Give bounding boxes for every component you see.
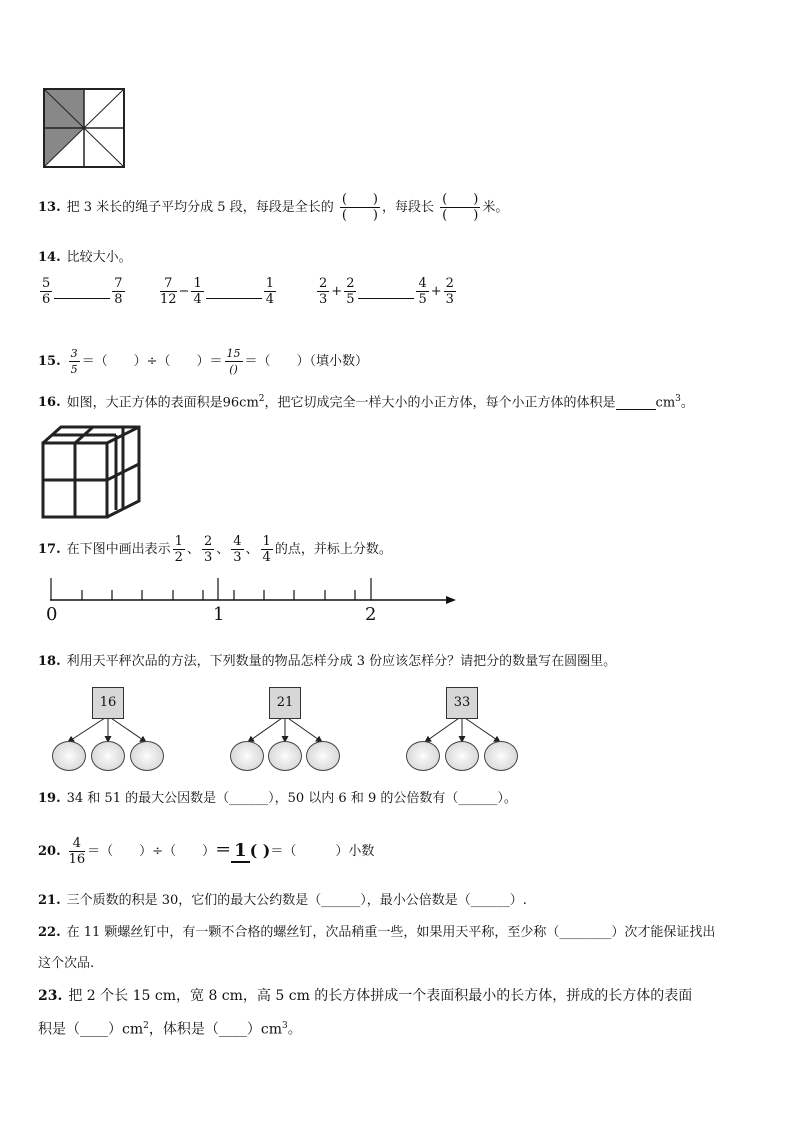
volume-blank[interactable]: ，体积是（____）cm [148, 1021, 282, 1038]
question-17: 17. 在下图中画出表示 $\frac{1}{2}$ 、 $\frac{2}{3}$ 、 $\frac{4}{3}$ 、 $\frac{1}{4}$ 的点，并标上分数。 [38, 534, 392, 565]
number-line-label-0: 0 [46, 604, 58, 625]
fraction-blank[interactable]: $\frac{( )}{( )}$ [442, 192, 479, 223]
decimal-blank[interactable]: ＝（ ）（填小数） [244, 354, 369, 369]
compare-expression-2: $\frac{7}{12}$ − $\frac{1}{4}$ $\frac{1}{4}$ [160, 276, 275, 307]
answer-circle[interactable] [230, 741, 264, 771]
shaded-square-figure [43, 88, 127, 170]
answer-blank[interactable] [206, 284, 262, 299]
question-22: 22. 在 11 颗螺丝钉中，有一颗不合格的螺丝钉，次品稍重一些，如果用天平称，至少称（________）次才能保证找出 [38, 925, 716, 940]
question-14: 14. 比较大小。 [38, 250, 132, 265]
answer-blank[interactable]: 在 11 颗螺丝钉中，有一颗不合格的螺丝钉，次品稍重一些，如果用天平称，至少称（________）次才能保证找出 [66, 925, 716, 940]
question-22-line-2: 这个次品. [38, 956, 95, 971]
number-line-label-2: 2 [365, 604, 377, 625]
answer-blank[interactable] [54, 284, 110, 299]
area-blank[interactable]: 积是（____）cm [38, 1021, 144, 1038]
decimal-blank[interactable]: ＝（ ）小数 [270, 844, 375, 859]
answer-blanks[interactable]: 三个质数的积是 30，它们的最大公约数是（______），最小公倍数是（______）. [66, 893, 527, 908]
question-21: 21. 三个质数的积是 30，它们的最大公约数是（______），最小公倍数是（______）. [38, 893, 527, 908]
question-13: 13. 把 3 米长的绳子平均分成 5 段，每段是全长的 $\frac{( )}{( )}$ ，每段长 $\frac{( )}{( )}$ 米。 [38, 192, 509, 223]
answer-circle[interactable] [445, 741, 479, 771]
answer-circle[interactable] [306, 741, 340, 771]
compare-expression-1: $\frac{5}{6}$ $\frac{7}{8}$ [42, 276, 123, 307]
answer-circle[interactable] [130, 741, 164, 771]
quantity-box-21: 21 [269, 687, 301, 719]
answer-blank[interactable] [616, 395, 656, 410]
answer-circle[interactable] [406, 741, 440, 771]
question-16: 16. 如图，大正方体的表面积是$96cm^2$，把它切成完全一样大小的小正方体，每个小正方体的体积是 $cm^3$。 [38, 394, 694, 411]
question-20: 20. $\frac{4}{16}$ ＝（ ）÷（ ）＝ 1 ( )＝（ ）小数 [38, 836, 375, 867]
answer-circle[interactable] [268, 741, 302, 771]
answer-circle[interactable] [52, 741, 86, 771]
answer-blanks[interactable]: ＝（ ）÷（ ）＝ [81, 354, 223, 369]
quantity-box-33: 33 [446, 687, 478, 719]
fraction-blank[interactable]: $\frac{( )}{( )}$ [341, 192, 378, 223]
question-15: 15. $\frac{3}{5}$ ＝（ ）÷（ ）＝ $\frac{15}{()}$ ＝（ ）（填小数） [38, 347, 369, 376]
quantity-box-16: 16 [92, 687, 124, 719]
answer-circle[interactable] [484, 741, 518, 771]
number-line[interactable] [40, 574, 460, 624]
compare-expression-3: $\frac{2}{3}$ + $\frac{2}{5}$ $\frac{4}{5}$ + $\frac{2}{3}$ [319, 276, 454, 307]
question-23-line-2: 积是$(\_\_\_\_)cm^2$，体积是$(\_\_\_\_)cm^3$。 [38, 1021, 302, 1038]
answer-circle[interactable] [91, 741, 125, 771]
answer-blanks[interactable]: ＝（ ）÷（ ） [87, 844, 216, 859]
question-19: 19. 34 和 51 的最大公因数是（______），50 以内 6 和 9 的公倍数有（______）。 [38, 791, 517, 806]
number-line-label-1: 1 [213, 604, 225, 625]
question-18: 18. 利用天平秤次品的方法，下列数量的物品怎样分成 3 份应该怎样分？请把分的数量写在圆圈里。 [38, 654, 617, 669]
question-23: 23. 把 2 个长 15 cm，宽 8 cm，高 5 cm 的长方体拼成一个表面积最小的长方体，拼成的长方体的表面 [38, 988, 693, 1004]
answer-blanks[interactable]: 34 和 51 的最大公因数是（______），50 以内 6 和 9 的公倍数有（______）。 [66, 791, 517, 806]
cube-figure [40, 424, 142, 520]
answer-blank[interactable] [358, 284, 414, 299]
